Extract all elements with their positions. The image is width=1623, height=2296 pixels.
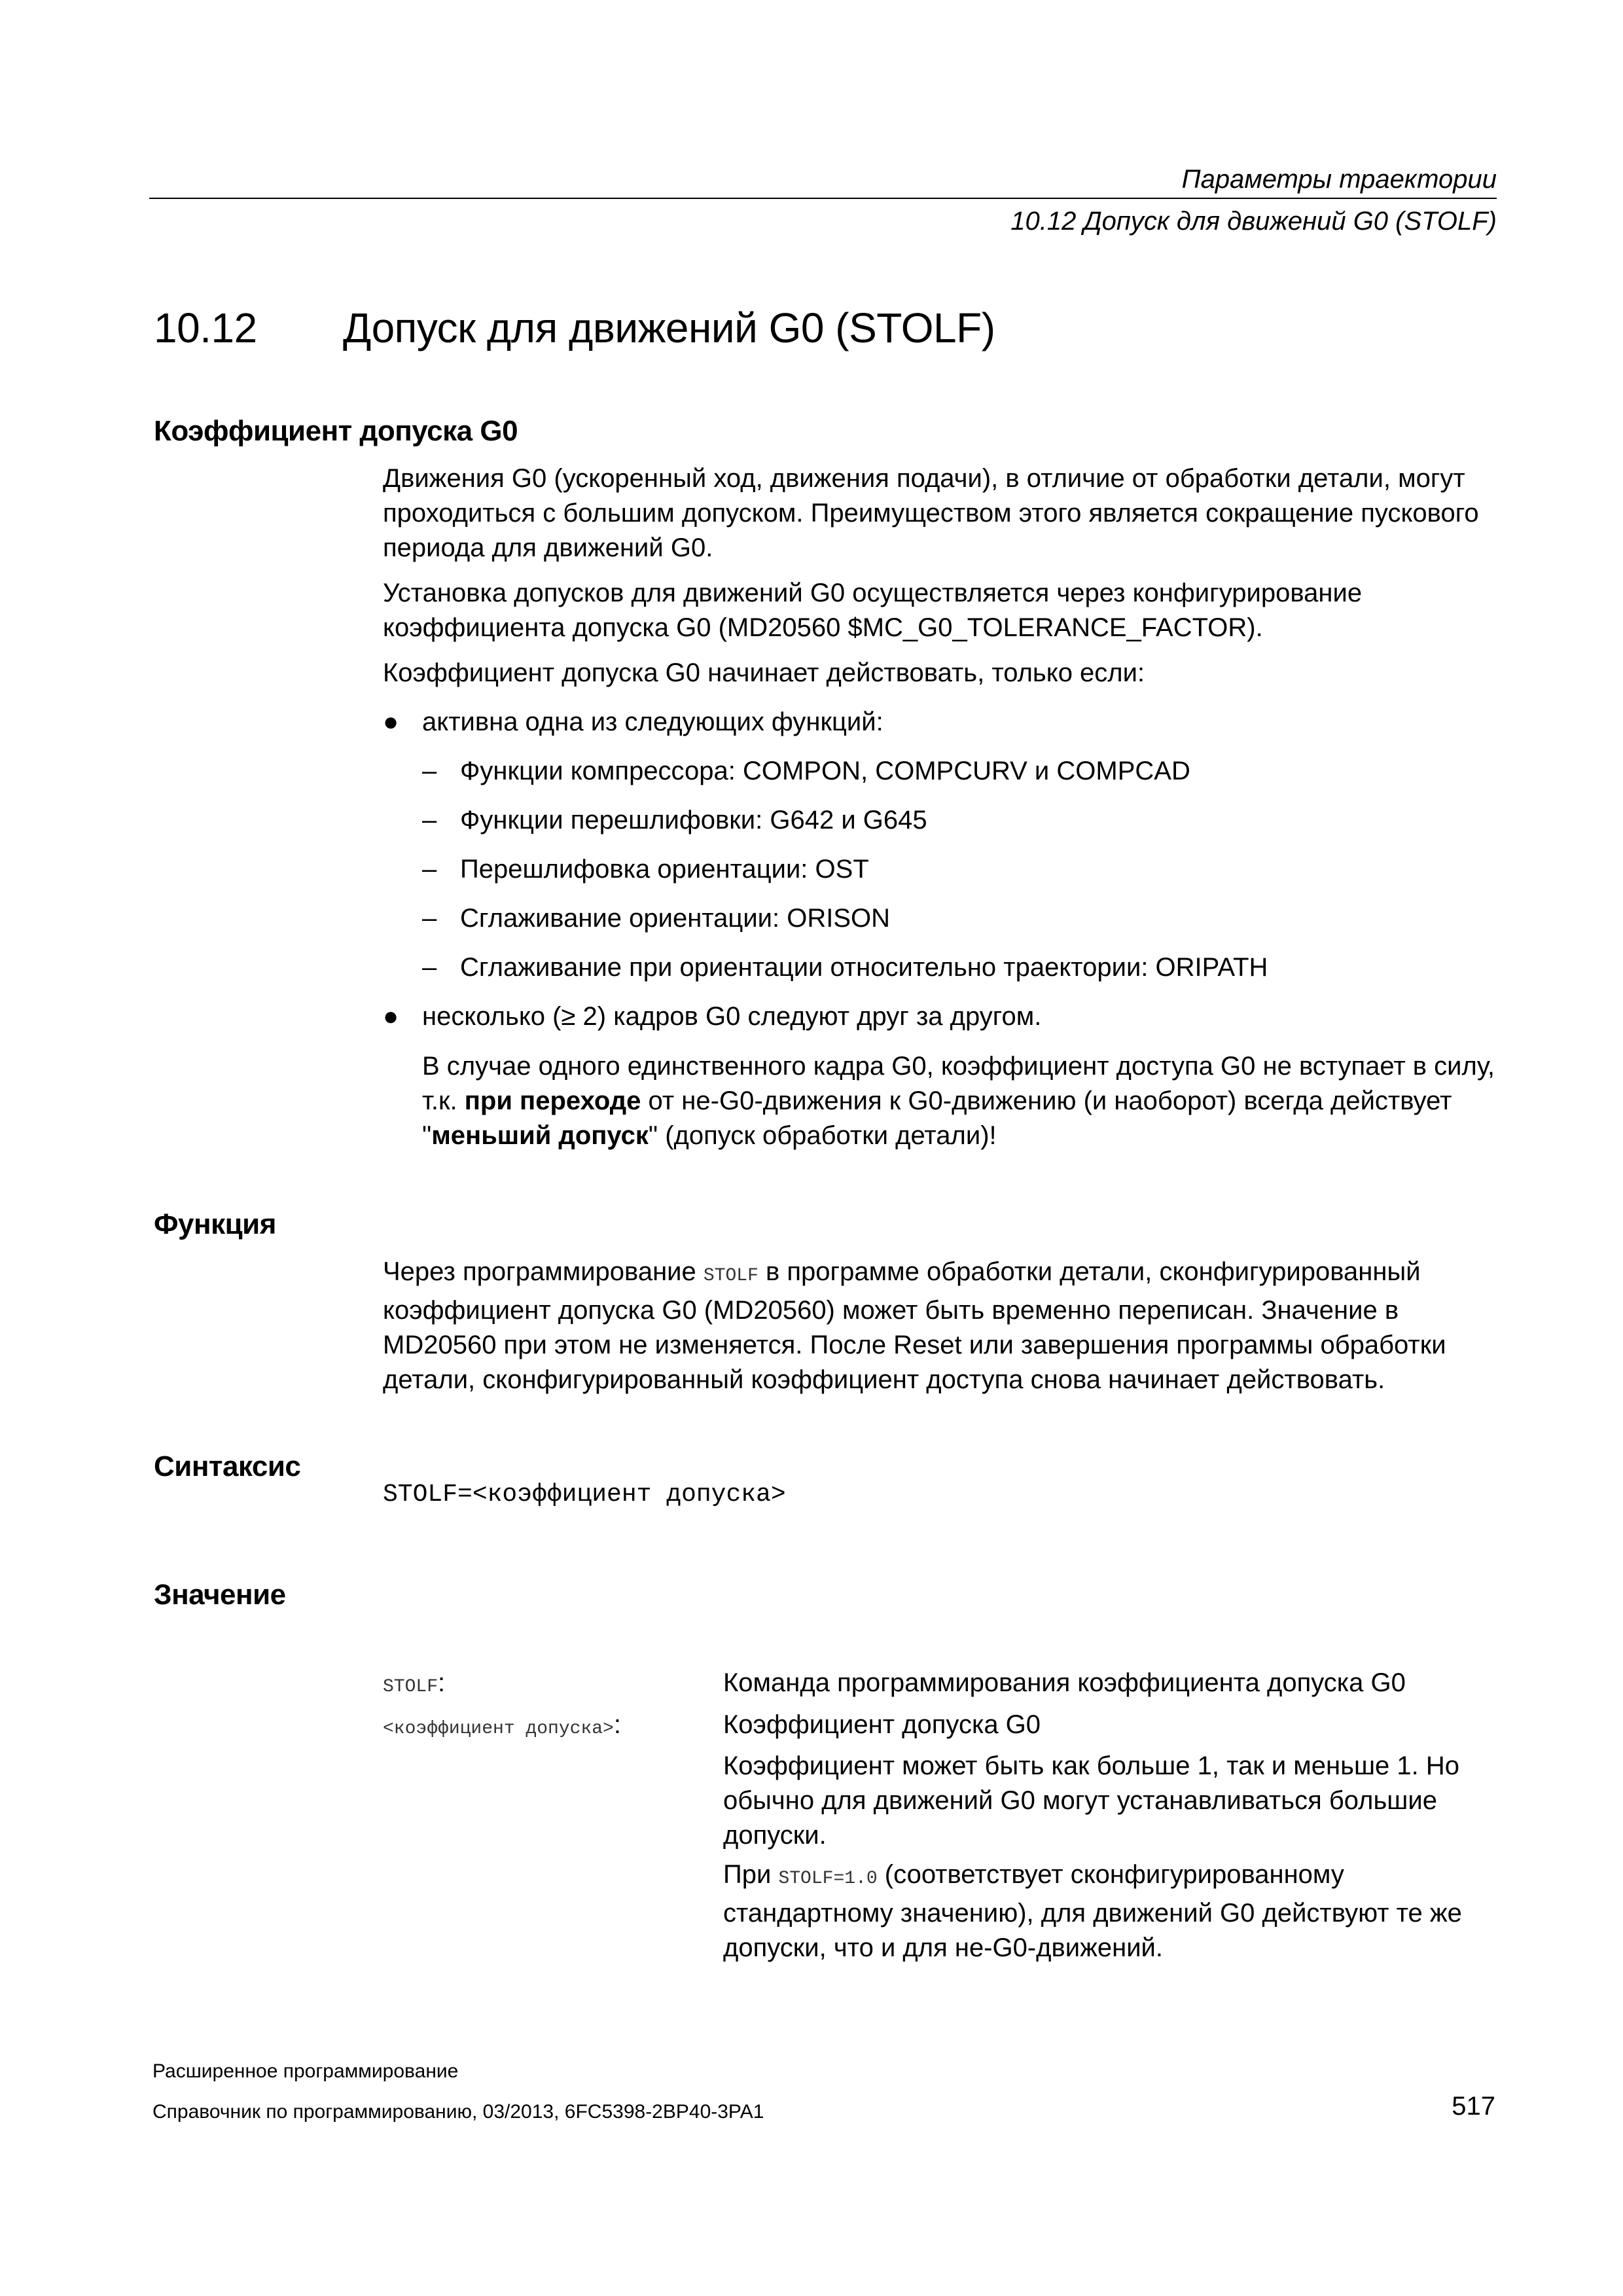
param-desc-factor-range: Коэффициент может быть как больше 1, так и меньше 1. Но обычно для движений G0 могут устанавливаться большие допуски. <box>723 1751 1460 1850</box>
heading-function: Функция <box>154 1208 276 1240</box>
running-header-chapter: Параметры траектории <box>1181 165 1497 194</box>
note-single-g0-block: В случае одного единственного кадра G0, коэффициент доступа G0 не вступает в силу, т.к. при переходе от не-G0-движения к G0-движению (и наоборот) всегда действует "меньший допуск" (допуск обработки детали)! <box>422 1052 1495 1150</box>
dash-item-smoothing: Функции перешлифовки: G642 и G645 <box>460 806 927 834</box>
running-header-section: 10.12 Допуск для движений G0 (STOLF) <box>1010 207 1497 236</box>
paragraph-g0-conditions: Коэффициент допуска G0 начинает действовать, только если: <box>383 658 1145 687</box>
section-number: 10.12 <box>154 304 257 351</box>
emphasis-transition: при переходе <box>464 1086 641 1115</box>
param-label-stolf: STOLF: <box>383 1668 446 1697</box>
footer-edition: Справочник по программированию, 03/2013, 6FC5398-2BP40-3PA1 <box>152 2101 764 2123</box>
param-desc-factor-default: При STOLF=1.0 (соответствует сконфигурированному стандартному значению), для движений G0 действуют те же допуски, что и для не-G0-движений. <box>723 1860 1462 1962</box>
bullet-active-functions: активна одна из следующих функций: <box>422 708 883 736</box>
dash-item-compressor: Функции компрессора: COMPON, COMPCURV и COMPCAD <box>460 757 1190 785</box>
dash-marker: – <box>422 855 437 884</box>
dash-marker: – <box>422 806 437 834</box>
section-title: Допуск для движений G0 (STOLF) <box>343 304 995 351</box>
emphasis-smaller-tolerance: меньший допуск <box>431 1121 649 1150</box>
dash-item-orientation-smoothing: Перешлифовка ориентации: OST <box>460 855 869 884</box>
heading-syntax: Синтаксис <box>154 1450 301 1482</box>
heading-meaning: Значение <box>154 1579 286 1611</box>
footer-book-title: Расширенное программирование <box>152 2060 459 2082</box>
paragraph-g0-intro: Движения G0 (ускоренный ход, движения подачи), в отличие от обработки детали, могут проходиться с большим допуском. Преимуществом этого является сокращение пускового периода для движений G0. <box>383 464 1479 562</box>
bullet-consecutive-g0: несколько (≥ 2) кадров G0 следуют друг за другом. <box>422 1002 1042 1031</box>
dash-marker: – <box>422 904 437 933</box>
inline-code-stolf-default: STOLF=1.0 <box>778 1869 878 1889</box>
bullet-marker: ● <box>383 708 399 736</box>
heading-tolerance-factor: Коэффициент допуска G0 <box>154 415 518 447</box>
param-desc-stolf: Команда программирования коэффициента допуска G0 <box>723 1668 1406 1697</box>
inline-code-stolf: STOLF <box>703 1266 758 1286</box>
dash-marker: – <box>422 953 437 982</box>
header-rule <box>149 198 1497 199</box>
bullet-marker: ● <box>383 1002 399 1031</box>
param-desc-factor: Коэффициент допуска G0 <box>723 1710 1041 1739</box>
page-number: 517 <box>1452 2092 1495 2121</box>
dash-item-oripath: Сглаживание при ориентации относительно траектории: ORIPATH <box>460 953 1268 982</box>
syntax-code: STOLF=<коэффициент допуска> <box>383 1480 786 1509</box>
paragraph-g0-config: Установка допусков для движений G0 осуществляется через конфигурирование коэффициента допуска G0 (MD20560 $MC_G0_TOLERANCE_FACTOR). <box>383 579 1363 642</box>
param-label-factor: <коэффициент допуска>: <box>383 1710 621 1739</box>
dash-marker: – <box>422 757 437 785</box>
paragraph-function: Через программирование STOLF в программе обработки детали, сконфигурированный коэффициент допуска G0 (MD20560) может быть временно переписан. Значение в MD20560 при этом не изменяется. После Reset или завершения программы обработки детали, сконфигурированный коэффициент доступа снова начинает действовать. <box>383 1257 1446 1394</box>
dash-item-orison: Сглаживание ориентации: ORISON <box>460 904 891 933</box>
